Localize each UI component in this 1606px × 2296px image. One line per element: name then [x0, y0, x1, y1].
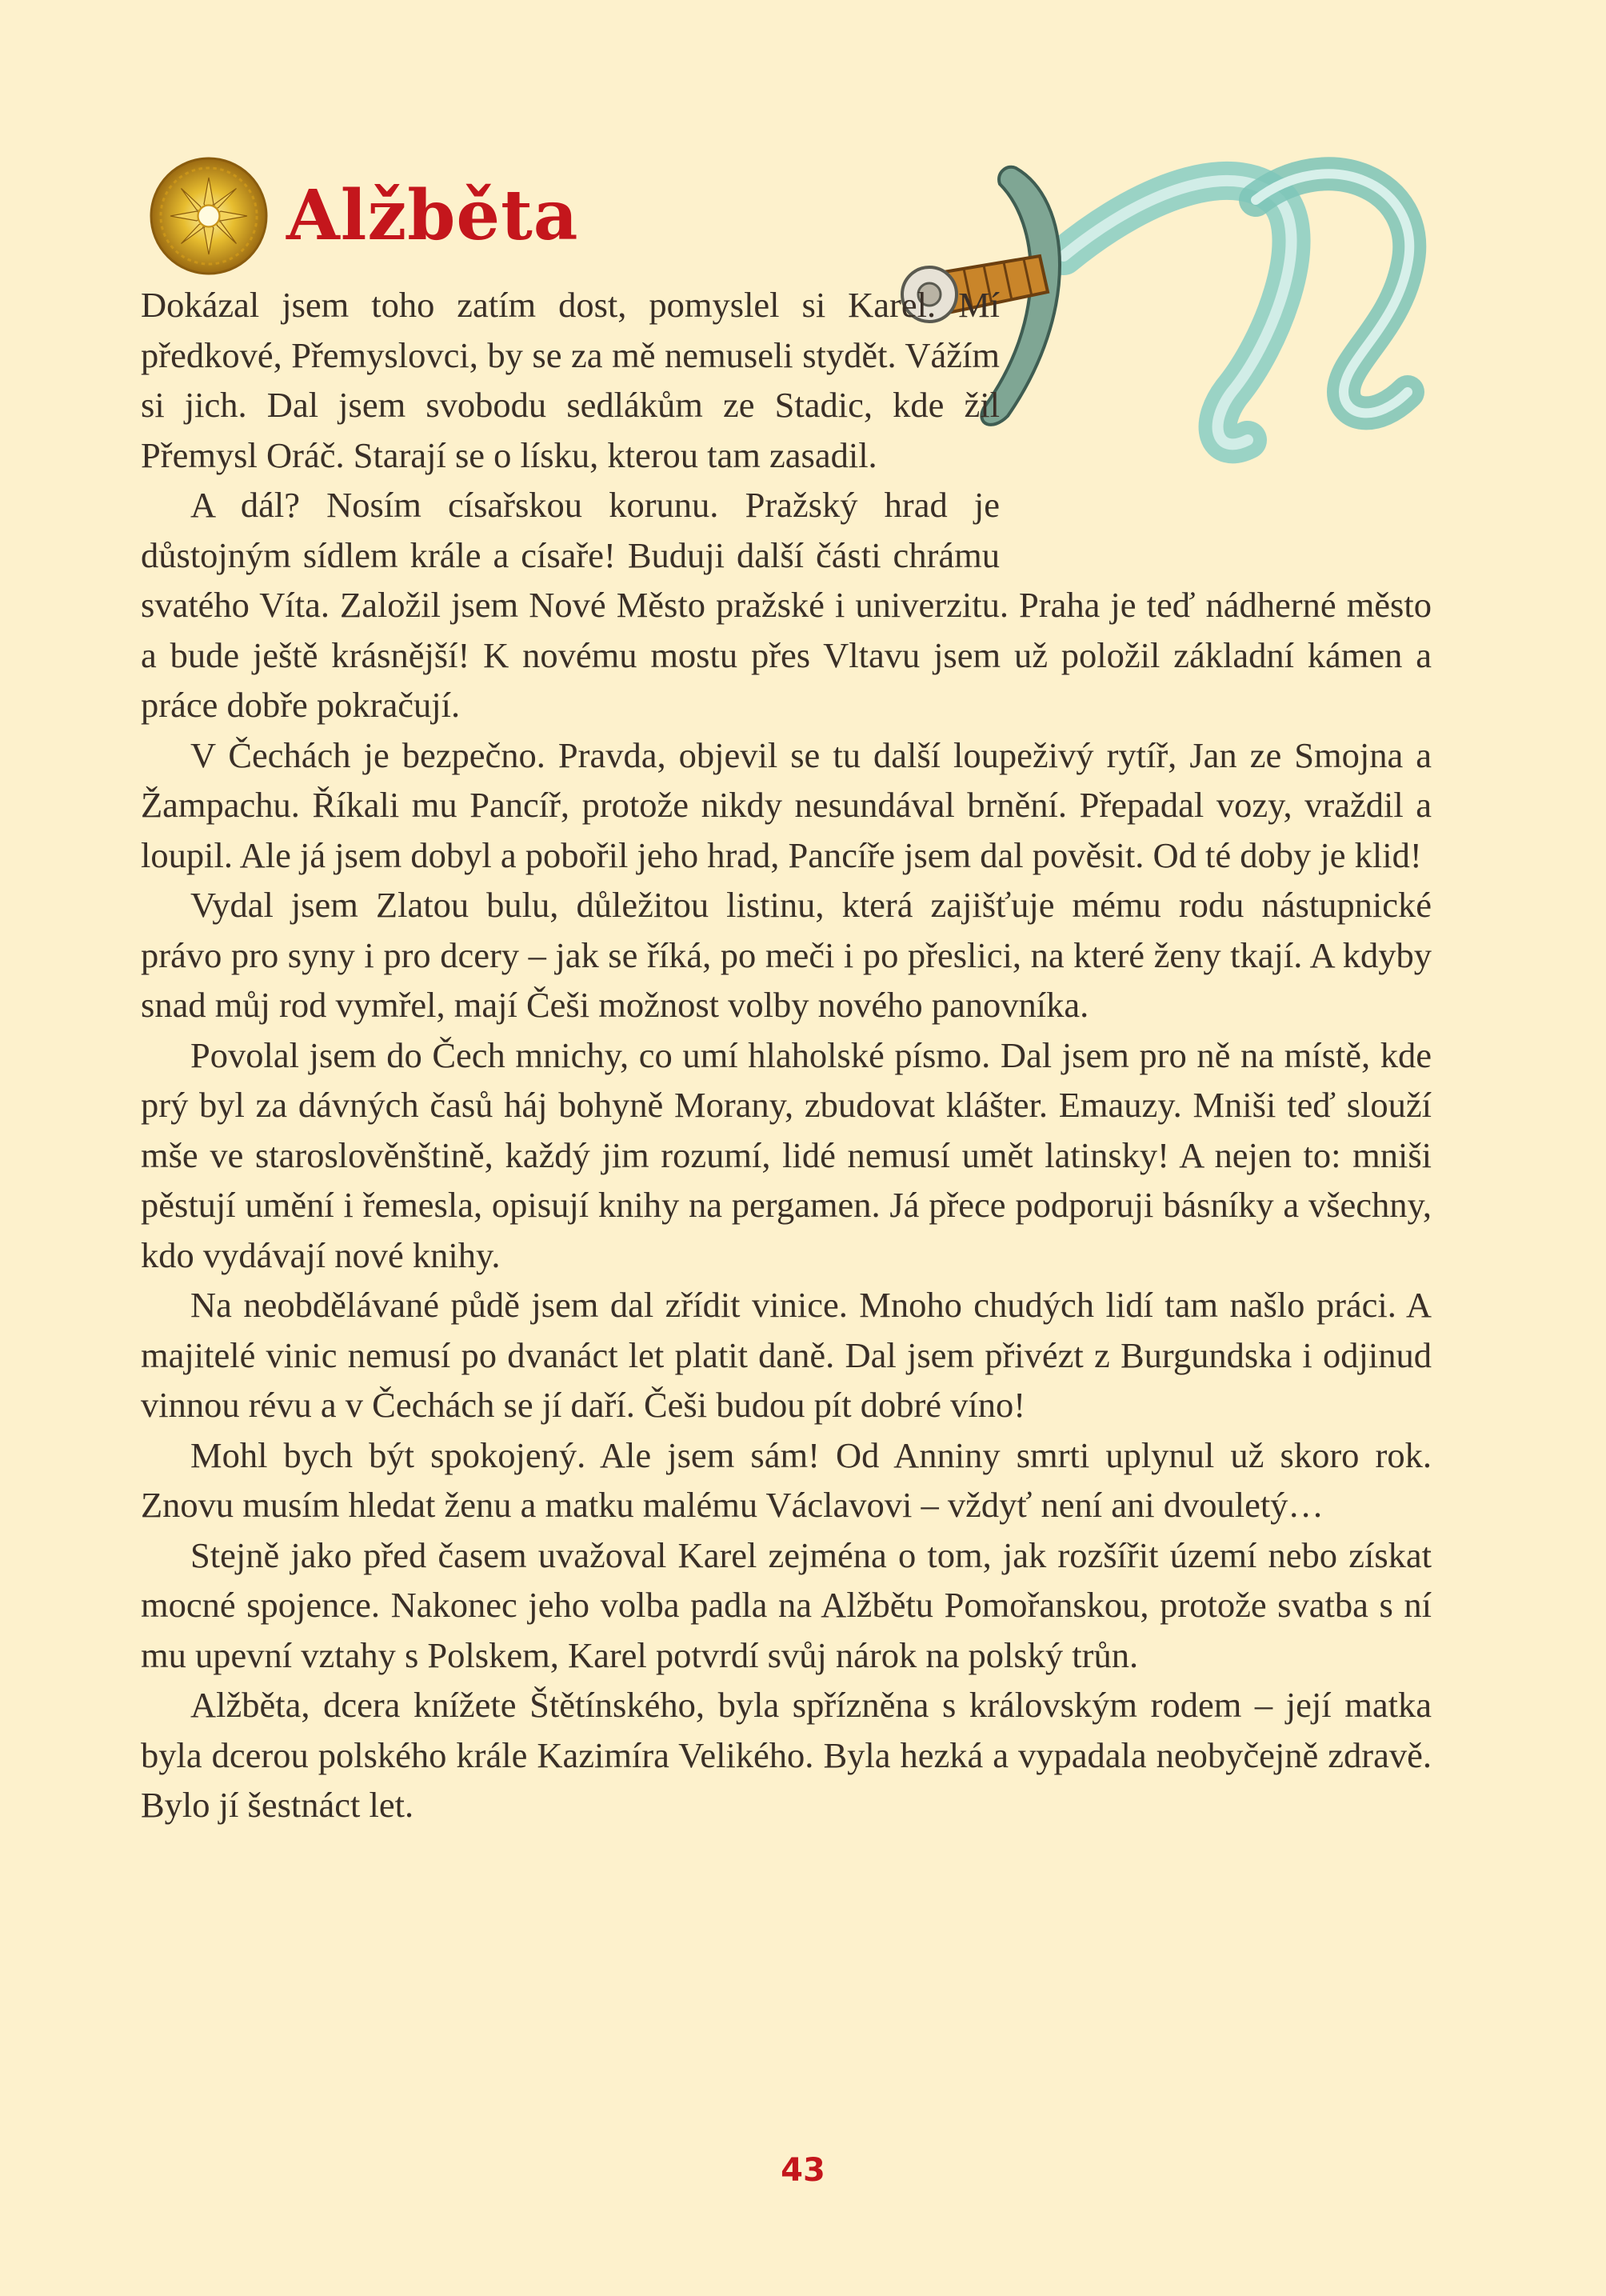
- paragraph: Dokázal jsem toho zatím dost, pomyslel si Karel. Mí předkové, Přemyslovci, by se za mě nemuseli stydět. Vážím si jich. Dal jsem svobodu sedlákům ze Stadic, kde žil Přemysl Oráč. Starají se o lísku, kterou tam zasadil.: [141, 285, 1000, 475]
- paragraph: Povolal jsem do Čech mnichy, co umí hlaholské písmo. Dal jsem pro ně na místě, kde prý byl za dávných časů háj bohyně Morany, zbudovat klášter. Emauzy. Mniši teď slouží mše ve staroslověnštině, každý jim rozumí, lidé nemusí umět latinsky! A nejen to: mniši pěstují umění i řemesla, opisují knihy na pergamen. Já přece podporuji básníky a všechny, kdo vydávají nové knihy.: [141, 1034, 1432, 1275]
- illustration-space: [1000, 280, 1432, 568]
- chapter-body: [141, 280, 1432, 1830]
- paragraph: Na neobdělávané půdě jsem dal zřídit vinice. Mnoho chudých lidí tam našlo práci. A majitelé vinic nemusí po dvanáct let platit daně. Dal jsem přivézt z Burgundska i odjinud vinnou révu a v Čechách se jí daří. Češi budou pít dobré víno!: [141, 1285, 1432, 1425]
- chapter-title: Alžběta: [286, 175, 579, 256]
- paragraph: A dál? Nosím císařskou korunu. Pražský hrad je důstojným sídlem krále a císaře! Buduji další části chrámu svatého Víta. Založil jsem Nové Město pražské i univerzitu. Praha je teď nádherné město a bude ještě krásnější! K novému mostu přes Vltavu jsem už položil základní kámen a práce dobře pokračují.: [141, 485, 1432, 725]
- paragraph: Stejně jako před časem uvažoval Karel zejména o tom, jak rozšířit území nebo získat mocné spojence. Nakonec jeho volba padla na Alžbětu Pomořanskou, protože svatba s ní mu upevní vztahy s Polskem, Karel potvrdí svůj nárok na polský trůn.: [141, 1534, 1432, 1675]
- golden-sun-medallion-icon: [149, 156, 269, 276]
- paragraph: Vydal jsem Zlatou bulu, důležitou listinu, která zajišťuje mému rodu nástupnické právo pro syny i pro dcery – jak se říká, po meči i po přeslici, na které ženy tkají. A kdyby snad můj rod vymřel, mají Češi možnost volby nového panovníka.: [141, 885, 1432, 1025]
- paragraph: Mohl bych být spokojený. Ale jsem sám! Od Anniny smrti uplynul už skoro rok. Znovu musím hledat ženu a matku malému Václavovi – vždyť není ani dvouletý…: [141, 1434, 1432, 1525]
- paragraph: V Čechách je bezpečno. Pravda, objevil se tu další loupeživý rytíř, Jan ze Smojna a Žampachu. Říkali mu Pancíř, protože nikdy nesundával brnění. Přepadal vozy, vraždil a loupil. Ale já jsem dobyl a pobořil jeho hrad, Pancíře jsem dal pověsit. Od té doby je klid!: [141, 734, 1432, 875]
- paragraph: Alžběta, dcera knížete Štětínského, byla spřízněna s královským rodem – její matka byla dcerou polského krále Kazimíra Velikého. Byla hezká a vypadala neobyčejně zdravě. Bylo jí šestnáct let.: [141, 1685, 1432, 1825]
- chapter-heading: [149, 156, 579, 276]
- page-number: 43: [781, 2152, 825, 2189]
